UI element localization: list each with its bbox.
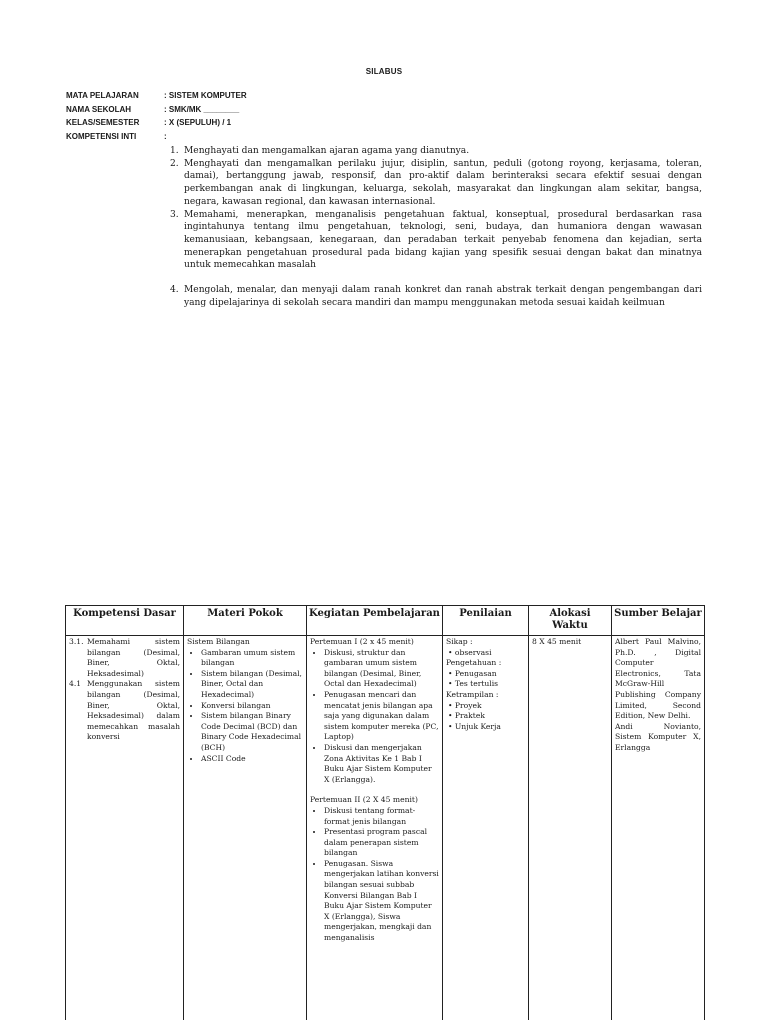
kd-number: 4.1	[69, 679, 82, 689]
assessment-item: • Praktek	[446, 711, 525, 722]
reference-item: Albert Paul Malvino, Ph.D. , Digital Computer Electronics, Tata McGraw-Hill Publishing Company Limited, Second Edition, New Delhi.	[615, 637, 701, 721]
table-header-row	[66, 606, 705, 636]
list-item: • Penugasan mencari dan mencatat jenis bilangan apa saja yang digunakan dalam sistem komputer mereka (PC, Laptop)	[324, 690, 439, 743]
meeting-heading: Pertemuan II (2 X 45 menit)	[310, 795, 418, 805]
cell-sumber-belajar	[612, 636, 705, 1021]
assessment-item: • observasi	[446, 648, 525, 659]
kd-text: Memahami sistem bilangan (Desimal, Biner, Oktal, Heksadesimal)	[87, 637, 180, 678]
cell-kegiatan	[307, 636, 443, 1021]
materi-list	[187, 648, 303, 765]
meta-label: MATA PELAJARAN	[66, 91, 139, 100]
column-header: Penilaian	[443, 606, 529, 636]
item-number: 4.	[170, 285, 179, 296]
item-text: Memahami, menerapkan, menganalisis pengetahuan faktual, konseptual, prosedural berdasarkan rasa ingintahunya tentang ilmu pengetahuan, teknologi, seni, budaya, dan humaniora dengan wawasan kemanusiaan, kebangsaan, kenegaraan, dan peradaban terkait penyebab fenomena dan kejadian, serta menerapkan pengetahuan prosedural pada bidang kajian yang spesifik sesuai dengan bakat dan minatnya untuk memecahkan masalah	[184, 209, 702, 271]
column-header: Kompetensi Dasar	[66, 606, 184, 636]
kd-text: Menggunakan sistem bilangan (Desimal, Biner, Oktal, Heksadesimal) dalam memecahkan masalah konversi	[87, 679, 180, 742]
list-item: • Diskusi tentang format-format jenis bilangan	[324, 806, 439, 827]
kd-item	[69, 637, 180, 679]
cell-kompetensi-dasar	[66, 636, 184, 1021]
column-header: Sumber Belajar	[612, 606, 705, 636]
list-item: • Presentasi program pascal dalam penerapan sistem bilangan	[324, 827, 439, 859]
kompetensi-inti-item	[170, 284, 702, 309]
meta-block	[66, 89, 247, 143]
kompetensi-inti-item	[170, 209, 702, 273]
syllabus-table	[65, 605, 705, 1020]
item-text: Menghayati dan mengamalkan perilaku jujur, disiplin, santun, peduli (gotong royong, kerjasama, toleran, damai), bertanggung jawab, responsif, dan pro-aktif dalam berinteraksi secara efektif sesuai dengan perkembangan anak di lingkungan, keluarga, sekolah, masyarakat dan lingkungan alam sekitar, bangsa, negara, kawasan regional, dan kawasan internasional.	[184, 158, 702, 207]
kd-item	[69, 679, 180, 743]
meta-value: : SISTEM KOMPUTER	[164, 91, 247, 100]
table-row	[66, 636, 705, 1021]
list-item: • Sistem bilangan Binary Code Decimal (BCD) dan Binary Code Hexadecimal (BCH)	[201, 711, 303, 753]
kompetensi-inti-list	[170, 145, 702, 309]
list-item: • Sistem bilangan (Desimal, Biner, Octal dan Hexadecimal)	[201, 669, 303, 701]
item-number: 3.	[170, 209, 179, 220]
column-header: Kegiatan Pembelajaran	[307, 606, 443, 636]
assessment-heading: Sikap :	[446, 637, 473, 646]
meta-row-class	[66, 116, 247, 130]
meta-row-competency	[66, 130, 247, 144]
kompetensi-inti-item	[170, 158, 702, 209]
meta-label: KOMPETENSI INTI	[66, 131, 137, 141]
meta-value: :	[164, 131, 167, 141]
item-number: 2.	[170, 158, 179, 169]
assessment-item: • Tes tertulis	[446, 679, 525, 690]
item-number: 1.	[170, 146, 179, 156]
column-header: Alokasi Waktu	[529, 606, 612, 636]
assessment-heading: Ketrampilan :	[446, 689, 499, 699]
assessment-heading: Pengetahuan :	[446, 658, 502, 668]
meta-value: : X (SEPULUH) / 1	[164, 118, 232, 127]
list-item: • Diskusi dan mengerjakan Zona Aktivitas Ke 1 Bab I Buku Ajar Sistem Komputer X (Erlangga).	[324, 743, 439, 785]
meeting-heading: Pertemuan I (2 x 45 menit)	[310, 637, 414, 646]
meta-value: : SMK/MK ________	[164, 104, 240, 114]
spacer	[310, 785, 439, 795]
meta-label: KELAS/SEMESTER	[66, 118, 140, 127]
activity-list	[310, 806, 439, 944]
activity-list	[310, 648, 439, 786]
list-item: • Penugasan. Siswa mengerjakan latihan konversi bilangan sesuai subbab Konversi Bilangan Bab I Buku Ajar Sistem Komputer X (Erlangga), Siswa mengerjakan, mengkaji dan menganalisis	[324, 859, 439, 944]
cell-penilaian	[443, 636, 529, 1021]
meta-label: NAMA SEKOLAH	[66, 104, 132, 114]
time-allocation: 8 X 45 menit	[532, 637, 582, 646]
assessment-item: • Penugasan	[446, 669, 525, 680]
kd-number: 3.1.	[69, 637, 84, 646]
assessment-item: • Unjuk Kerja	[446, 722, 525, 733]
meta-row-school	[66, 103, 247, 117]
item-text: Mengolah, menalar, dan menyaji dalam ranah konkret dan ranah abstrak terkait dengan pengembangan dari yang dipelajarinya di sekolah secara mandiri dan mampu menggunakan metoda sesuai kaidah keilmuan	[184, 285, 702, 308]
meta-row-subject	[66, 89, 247, 103]
column-header: Materi Pokok	[184, 606, 307, 636]
cell-materi-pokok	[184, 636, 307, 1021]
reference-item: Andi Novianto, Sistem Komputer X, Erlangga	[615, 721, 701, 752]
assessment-item: • Proyek	[446, 701, 525, 712]
list-item: • Konversi bilangan	[201, 701, 303, 712]
list-item: • Diskusi, struktur dan gambaran umum sistem bilangan (Desimal, Biner, Octal dan Hexadecimal)	[324, 648, 439, 690]
materi-heading: Sistem Bilangan	[187, 637, 250, 646]
item-text: Menghayati dan mengamalkan ajaran agama yang dianutnya.	[184, 146, 470, 156]
document-title: SILABUS	[365, 67, 403, 76]
cell-alokasi-waktu	[529, 636, 612, 1021]
list-item: • ASCII Code	[201, 754, 303, 765]
kompetensi-inti-item	[170, 145, 702, 158]
list-item: • Gambaran umum sistem bilangan	[201, 648, 303, 669]
